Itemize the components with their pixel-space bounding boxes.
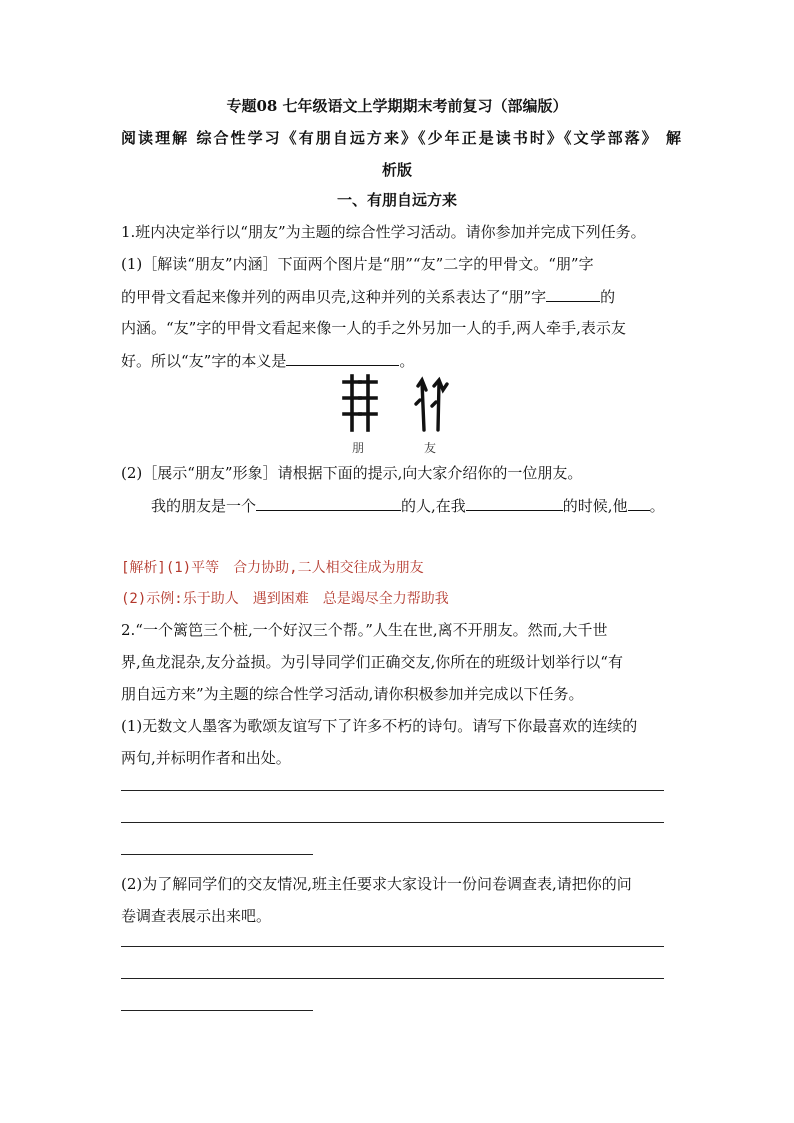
oracle-bone-peng-glyph <box>340 372 380 434</box>
q1-part1-line2-tail: 的 <box>600 288 616 306</box>
q1-part1-line3: 内涵。“友”字的甲骨文看起来像一人的手之外另加一人的手,两人牵手,表示友 <box>121 319 626 337</box>
q1-part2-text-d: 。 <box>649 497 665 515</box>
q1-part1-line4-tail: 。 <box>399 352 415 370</box>
doc-subtitle-line1: 阅读理解 综合性学习《有朋自远方来》《少年正是读书时》《文学部落》 解 <box>121 129 681 147</box>
q1-part1-line1: (1)［解读“朋友”内涵］下面两个图片是“朋”“友”二字的甲骨文。“朋”字 <box>121 255 594 273</box>
q1-part2-text-b: 的人,在我 <box>401 497 466 515</box>
writing-line[interactable] <box>121 854 313 855</box>
q2-line3: 朋自远方来”为主题的综合性学习活动,请你积极参加并完成以下任务。 <box>121 685 584 703</box>
writing-line[interactable] <box>121 790 664 791</box>
glyph-caption-you: 友 <box>424 441 437 455</box>
writing-line[interactable] <box>121 978 664 979</box>
answer-analysis-2: (2)示例:乐于助人 遇到困难 总是竭尽全力帮助我 <box>121 591 449 607</box>
q1-part1-line2-text: 的甲骨文看起来像并列的两串贝壳,这种并列的关系表达了“朋”字 <box>121 288 547 306</box>
answer-blank[interactable] <box>286 350 399 366</box>
oracle-bone-you-glyph <box>412 372 452 434</box>
writing-line[interactable] <box>121 1010 313 1011</box>
answer-blank[interactable] <box>546 286 600 302</box>
writing-line[interactable] <box>121 946 664 947</box>
writing-line[interactable] <box>121 822 664 823</box>
q2-part2-line1: (2)为了解同学们的交友情况,班主任要求大家设计一份问卷调查表,请把你的问 <box>121 875 632 893</box>
q1-part2-line2 <box>151 495 665 516</box>
section-title: 一、有朋自远方来 <box>336 191 457 209</box>
answer-blank[interactable] <box>628 495 650 511</box>
q2-line1: 2.“一个篱笆三个桩,一个好汉三个帮。”人生在世,离不开朋友。然而,大千世 <box>121 621 608 639</box>
q2-part2-line2: 卷调查表展示出来吧。 <box>121 907 272 925</box>
q1-part2-line1: (2)［展示“朋友”形象］请根据下面的提示,向大家介绍你的一位朋友。 <box>121 464 583 482</box>
answer-analysis-1: [解析](1)平等 合力协助,二人相交往成为朋友 <box>121 560 424 576</box>
doc-subtitle-line2: 析版 <box>381 161 412 179</box>
q2-part1-line1: (1)无数文人墨客为歌颂友谊写下了许多不朽的诗句。请写下你最喜欢的连续的 <box>121 717 638 735</box>
q2-part1-line2: 两句,并标明作者和出处。 <box>121 749 291 767</box>
q1-part2-text-c: 的时候,他 <box>562 497 628 515</box>
q1-part1-line2 <box>121 286 615 307</box>
answer-blank[interactable] <box>466 495 563 511</box>
q1-part2-text-a: 我的朋友是一个 <box>151 497 257 515</box>
doc-title: 专题08 七年级语文上学期期末考前复习（部编版） <box>226 97 568 115</box>
q1-part1-line4-text: 好。所以“友”字的本义是 <box>121 352 287 370</box>
answer-blank[interactable] <box>256 495 401 511</box>
q2-line2: 界,鱼龙混杂,友分益损。为引导同学们正确交友,你所在的班级计划举行以“有 <box>121 653 623 671</box>
glyph-caption-peng: 朋 <box>352 441 365 455</box>
q1-part1-line4 <box>121 350 414 371</box>
q1-intro: 1.班内决定举行以“朋友”为主题的综合性学习活动。请你参加并完成下列任务。 <box>121 223 646 241</box>
